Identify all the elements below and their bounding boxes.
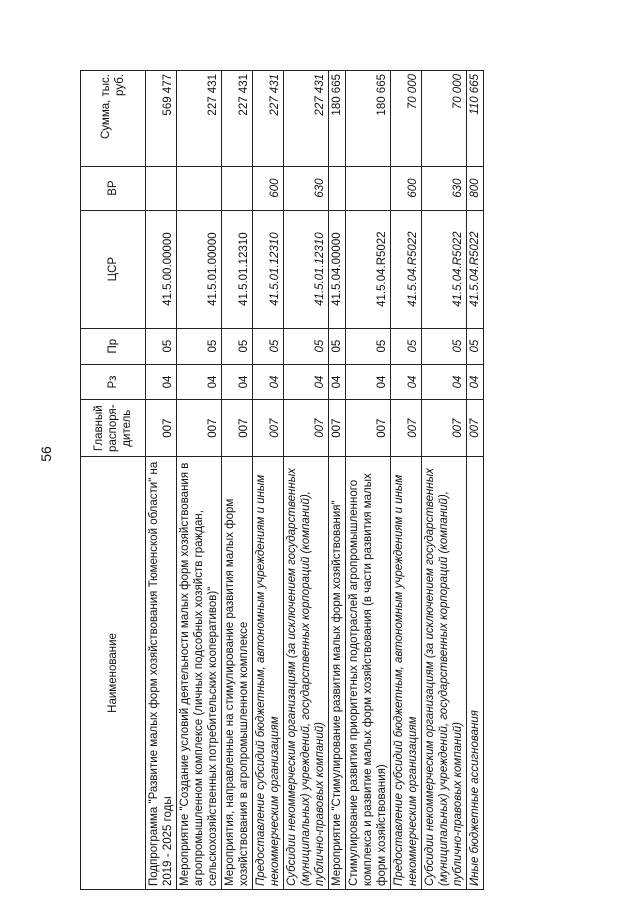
cell-sum: 70 000 [391,71,422,167]
cell-gr: 007 [346,400,391,456]
header-vr: ВР [81,166,146,210]
cell-gr: 007 [177,400,222,456]
cell-vr [329,166,346,210]
cell-csr: 41.5.01.12310 [222,210,253,328]
cell-pr: 05 [146,328,177,364]
header-rz: Рз [81,364,146,400]
cell-csr: 41.5.04.R5022 [467,210,484,328]
cell-sum: 70 000 [422,71,467,167]
table-header-row [81,71,146,890]
cell-name: Субсидии некоммерческим организациям (за исключением государственных (муниципальных) учреждений, государственных корпораций (компаний), публично-правовых компаний) [422,456,467,889]
cell-name: Мероприятия, направленные на стимулирование развития малых форм хозяйствования в агропромышленном комплексе [222,456,253,889]
cell-rz: 04 [177,364,222,400]
cell-gr: 007 [391,400,422,456]
cell-csr: 41.5.01.00000 [177,210,222,328]
cell-vr: 600 [253,166,284,210]
cell-gr: 007 [146,400,177,456]
cell-vr: 800 [467,166,484,210]
cell-gr: 007 [467,400,484,456]
cell-sum: 569 477 [146,71,177,167]
table-row [422,71,467,890]
table-row [467,71,484,890]
cell-gr: 007 [284,400,329,456]
cell-sum: 227 431 [284,71,329,167]
cell-rz: 04 [422,364,467,400]
table-row [346,71,391,890]
cell-vr [146,166,177,210]
cell-name: Субсидии некоммерческим организациям (за исключением государственных (муниципальных) учреждений, государственных корпораций (компаний), публично-правовых компаний) [284,456,329,889]
cell-csr: 41.5.04.00000 [329,210,346,328]
cell-gr: 007 [422,400,467,456]
cell-sum: 227 431 [177,71,222,167]
cell-name: Мероприятие "Создание условий деятельности малых форм хозяйствования в агропромышленном комплексе (личных подсобных хозяйств граждан, сельскохозяйственных потребительских кооперативов)" [177,456,222,889]
cell-vr: 600 [391,166,422,210]
cell-vr [222,166,253,210]
header-glavny: Главный распоря-дитель [81,400,146,456]
cell-pr: 05 [422,328,467,364]
cell-gr: 007 [222,400,253,456]
cell-name: Иные бюджетные ассигнования [467,456,484,889]
cell-name: Предоставление субсидий бюджетным, автономным учреждениям и иным некоммерческим организациям [391,456,422,889]
cell-name: Предоставление субсидий бюджетным, автономным учреждениям и иным некоммерческим организациям [253,456,284,889]
cell-name: Стимулирование развития приоритетных подотраслей агропромышленного комплекса и развитие малых форм хозяйствования (в части развития малых форм хозяйствования) [346,456,391,889]
cell-rz: 04 [467,364,484,400]
cell-sum: 180 665 [346,71,391,167]
cell-pr: 05 [177,328,222,364]
cell-pr: 05 [329,328,346,364]
header-name: Наименование [81,456,146,889]
cell-name: Мероприятие "Стимулирование развития малых форм хозяйствования" [329,456,346,889]
cell-pr: 05 [253,328,284,364]
cell-rz: 04 [284,364,329,400]
budget-table [80,70,484,890]
cell-rz: 04 [253,364,284,400]
cell-vr: 630 [422,166,467,210]
cell-csr: 41.5.04.R5022 [422,210,467,328]
cell-pr: 05 [391,328,422,364]
table-row [222,71,253,890]
cell-pr: 05 [467,328,484,364]
header-csr: ЦСР [81,210,146,328]
cell-vr [177,166,222,210]
cell-name: Подпрограмма "Развитие малых форм хозяйствования Тюменской области" на 2019 - 2025 годы [146,456,177,889]
cell-vr [346,166,391,210]
cell-sum: 227 431 [222,71,253,167]
table-row [329,71,346,890]
cell-rz: 04 [329,364,346,400]
cell-csr: 41.5.04.R5022 [391,210,422,328]
budget-table-rotated [80,70,560,890]
cell-csr: 41.5.01.12310 [253,210,284,328]
cell-csr: 41.5.04.R5022 [346,210,391,328]
header-sum: Сумма, тыс. руб. [81,71,146,167]
cell-pr: 05 [284,328,329,364]
cell-csr: 41.5.00.00000 [146,210,177,328]
cell-rz: 04 [222,364,253,400]
cell-gr: 007 [329,400,346,456]
cell-gr: 007 [253,400,284,456]
table-row [391,71,422,890]
cell-sum: 110 665 [467,71,484,167]
page-number: 56 [37,446,54,462]
table-row [146,71,177,890]
cell-rz: 04 [146,364,177,400]
cell-sum: 227 431 [253,71,284,167]
cell-rz: 04 [391,364,422,400]
cell-sum: 180 665 [329,71,346,167]
table-row [253,71,284,890]
cell-csr: 41.5.01.12310 [284,210,329,328]
cell-pr: 05 [346,328,391,364]
table-row [177,71,222,890]
cell-pr: 05 [222,328,253,364]
header-pr: Пр [81,328,146,364]
table-row [284,71,329,890]
cell-rz: 04 [346,364,391,400]
cell-vr: 630 [284,166,329,210]
